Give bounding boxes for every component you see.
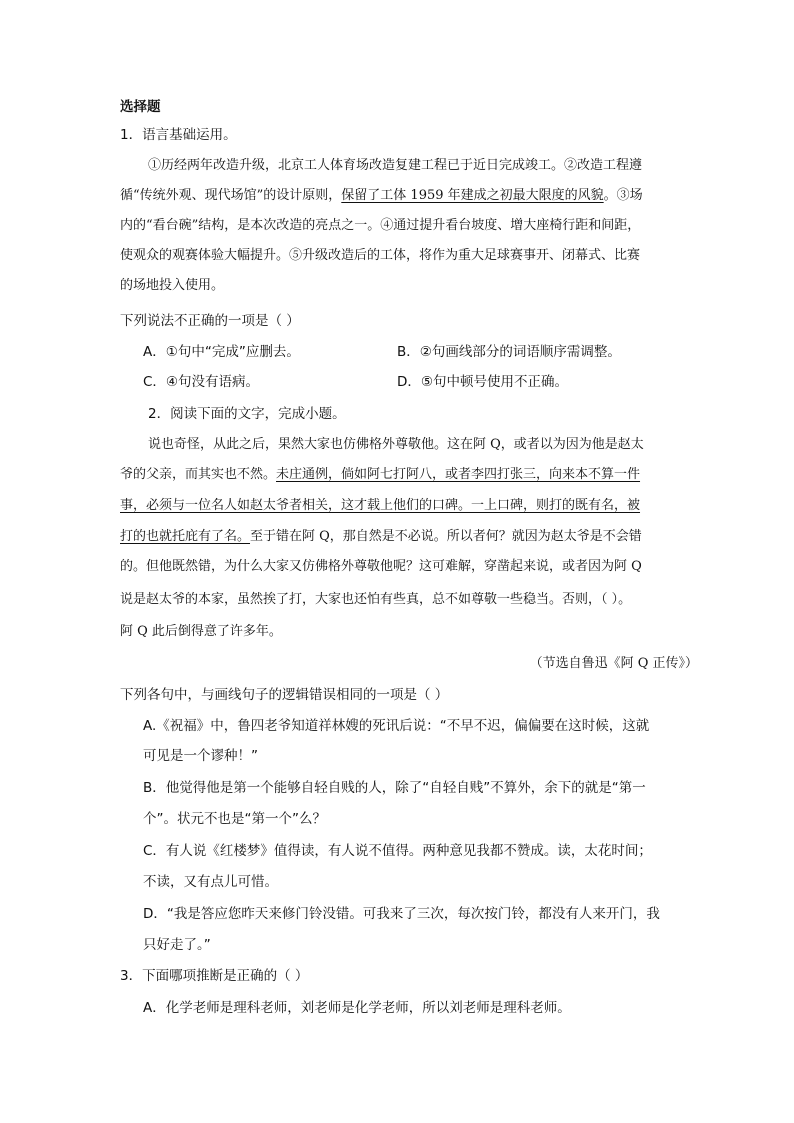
q2-option-b: B．他觉得他是第一个能够自轻自贱的人，除了“自轻自贱”不算外，余下的就是“第一 [143,780,646,796]
q2-option-c: C．有人说《红楼梦》值得读，有人说不值得。两种意见我都不赞成。读，太花时间； [143,843,652,859]
q1-passage-line: 的场地投入使用。 [120,278,225,293]
q3-option-a: A．化学老师是理科老师，刘老师是化学老师，所以刘老师是理科老师。 [143,1000,571,1016]
q1-option-b: B．②句画线部分的词语顺序需调整。 [397,344,621,360]
section-title: 选择题 [120,99,161,115]
q1-option-a: A．①句中“完成”应删去。 [143,344,300,360]
q2-passage-line: 说是赵太爷的本家，虽然挨了打，大家也还怕有些真，总不如尊敬一些稳当。否则，（ ）。 [120,592,632,607]
q2-passage-line: 打的也就托庇有了名。至于错在阿 Q，那自然是不必说。所以者何？就因为赵太爷是不会错 [120,529,642,544]
q2-option-c-cont: 不读，又有点儿可惜。 [143,874,278,890]
q2-underlined-sentence: 事，必须与一位名人如赵太爷者相关，这才载上他们的口碑。一上口碑，则打的既有名，被 [120,498,641,513]
q1-heading: 1．语言基础运用。 [120,127,237,143]
q2-option-d: D．“我是答应您昨天来修门铃没错。可我来了三次，每次按门铃，都没有人来开门，我 [143,906,660,922]
q2-passage-line: 阿 Q 此后倒得意了许多年。 [120,624,282,639]
q1-option-c: C．④句没有语病。 [143,374,260,390]
q2-option-b-cont: 个”。状元不也是“第一个”么？ [143,811,326,827]
q1-passage-line: 内的“看台碗”结构，是本次改造的亮点之一。④通过提升看台坡度、增大座椅行距和间距， [120,218,641,233]
q2-passage-line: 说也奇怪，从此之后，果然大家也仿佛格外尊敬他。这在阿 Q，或者以为因为他是赵太 [148,437,644,452]
q1-underlined-phrase: 保留了工体 1959 年建成之初最大限度的风貌 [341,188,604,203]
q1-passage-line: 循“传统外观、现代场馆”的设计原则，保留了工体 1959 年建成之初最大限度的风貌。③场 [120,188,643,203]
q2-passage-line: 的。但他既然错，为什么大家又仿佛格外尊敬他呢？这可难解，穿凿起来说，或者因为阿 Q [120,559,642,574]
q2-option-a: A.《祝福》中，鲁四老爷知道祥林嫂的死讯后说：“不早不迟，偏偏要在这时候，这就 [143,718,650,734]
q2-option-a-cont: 可见是一个谬种！” [143,748,258,764]
q2-underlined-sentence: 未庄通例，倘如阿七打阿八，或者李四打张三，向来本不算一件 [276,467,641,482]
q1-passage-line: ①历经两年改造升级，北京工人体育场改造复建工程已于近日完成竣工。②改造工程遵 [148,158,643,173]
q3-heading: 3．下面哪项推断是正确的（ ） [120,968,309,984]
q1-stem: 下列说法不正确的一项是（ ） [120,313,300,329]
q2-passage-line: 爷的父亲，而其实也不然。未庄通例，倘如阿七打阿八，或者李四打张三，向来本不算一件 [120,467,641,482]
q2-underlined-sentence: 打的也就托庇有了名。 [120,529,251,544]
q2-stem: 下列各句中，与画线句子的逻辑错误相同的一项是（ ） [120,687,449,703]
q2-heading: 2．阅读下面的文字，完成小题。 [148,406,346,422]
q1-passage-line: 使观众的观赛体验大幅提升。⑤升级改造后的工体，将作为重大足球赛事开、闭幕式、比赛 [120,248,641,263]
q2-source-citation: （节选自鲁迅《阿 Q 正传》） [529,656,698,671]
q2-option-d-cont: 只好走了。” [143,937,211,953]
q1-option-d: D．⑤句中顿号使用不正确。 [397,374,568,390]
